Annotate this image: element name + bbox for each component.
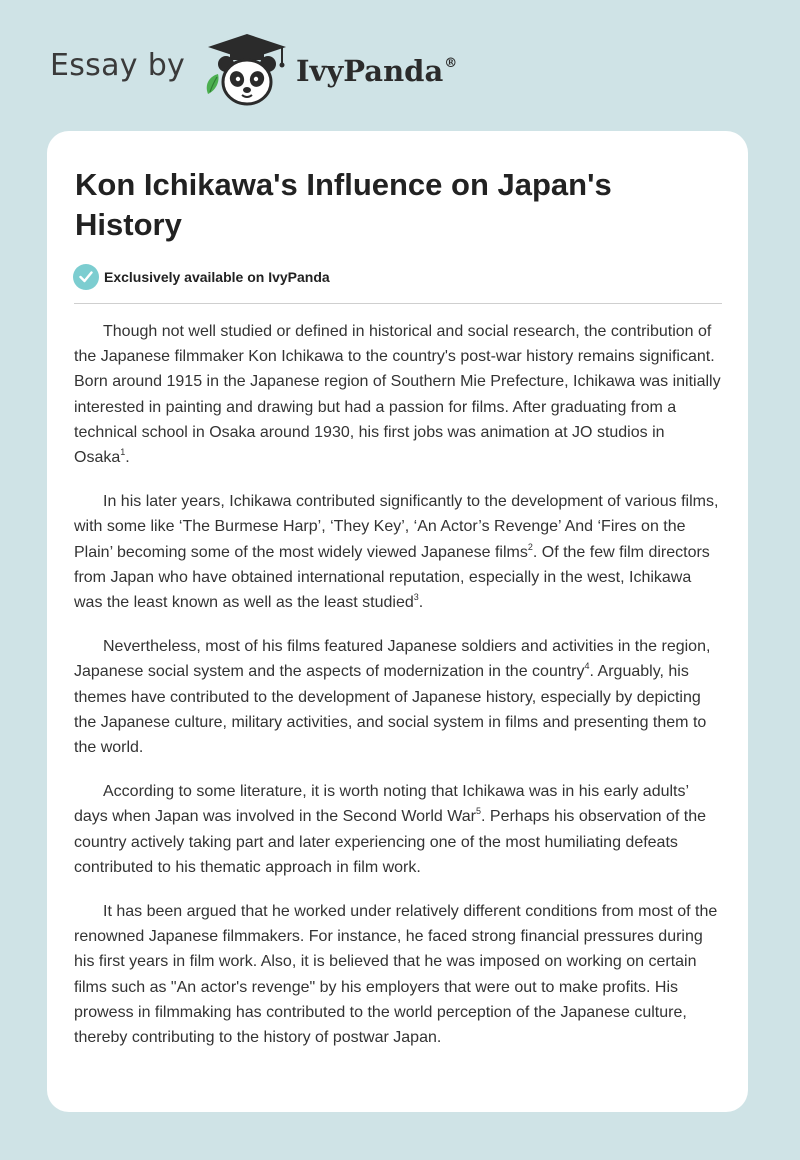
footnote-ref[interactable]: 4 bbox=[584, 661, 590, 672]
footnote-ref[interactable]: 3 bbox=[413, 592, 419, 603]
essay-body bbox=[74, 319, 722, 1069]
paragraph: According to some literature, it is worth noting that Ichikawa was in his early adults’ days when Japan was involved in the Second World War$^5$. Perhaps his observation of the country actively taking part and later experiencing one of the most humiliating defeats contributed to his thematic approach in film work. bbox=[74, 783, 707, 876]
check-circle-icon bbox=[73, 264, 99, 290]
footnote-ref[interactable]: 5 bbox=[476, 806, 482, 817]
divider bbox=[74, 303, 722, 304]
paragraph: It has been argued that he worked under relatively different conditions from most of the renowned Japanese filmmakers. For instance, he faced strong financial pressures during his first years in film work. Also, it is believed that he was imposed on working on certain films such as "An actor's revenge" by his employers that were out to make profits. His prowess in filmmaking has contributed to the world perception of the Japanese culture, thereby contributing to the history of postwar Japan. bbox=[74, 903, 718, 1047]
essay-by-label: Essay by bbox=[50, 48, 186, 83]
essay-title: Kon Ichikawa's Influence on Japan's History bbox=[75, 167, 612, 242]
site-header bbox=[50, 30, 470, 110]
brand-text: IvyPanda bbox=[296, 54, 444, 88]
footnote-ref[interactable]: 1 bbox=[120, 447, 126, 458]
paragraph: Nevertheless, most of his films featured Japanese soldiers and activities in the region, Japanese social system and the aspects of modernization in the country$^4$. Arguably, his themes have contributed to the development of Japanese history, especially by depicting the Japanese culture, military activities, and social system in films and presenting them to the world. bbox=[74, 638, 711, 757]
essay-card bbox=[47, 131, 748, 1112]
paragraph: In his later years, Ichikawa contributed significantly to the development of various films, with some like ‘The Burmese Harp’, ‘They Key’, ‘An Actor’s Revenge’ And ‘Fires on the Plain’ becoming some of the most widely viewed Japanese films$^2$. Of the few film directors from Japan who have obtained international reputation, especially in the west, Ichikawa was the least known as well as the least studied$^3$. bbox=[74, 493, 719, 612]
panda-graduate-icon[interactable] bbox=[202, 32, 292, 108]
brand-name[interactable] bbox=[296, 54, 457, 88]
footnote-ref[interactable]: 2 bbox=[527, 541, 533, 552]
registered-mark: ® bbox=[444, 56, 458, 71]
exclusive-badge-text: Exclusively available on IvyPanda bbox=[104, 269, 330, 285]
paragraph: Though not well studied or defined in historical and social research, the contribution of the Japanese filmmaker Kon Ichikawa to the country's post-war history remains significant. Born around 1915 in the Japanese region of Southern Mie Prefecture, Ichikawa was initially interested in painting and drawing but had a passion for films. After graduating from a technical school in Osaka around 1930, his first jobs was animation at JO studios in Osaka$^1$. bbox=[74, 323, 721, 467]
